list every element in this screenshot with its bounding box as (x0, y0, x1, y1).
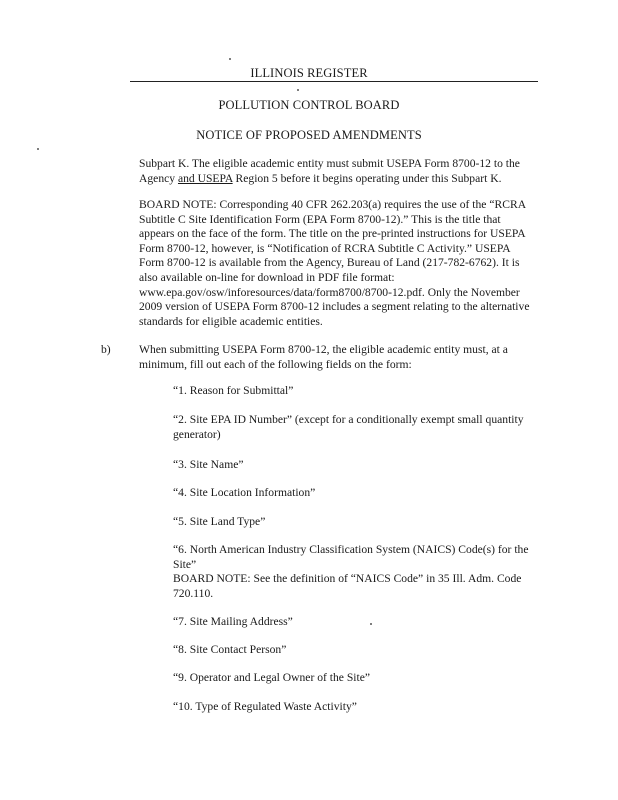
field-item: “1. Reason for Submittal” (173, 384, 294, 397)
field-item: “2. Site EPA ID Number” (except for a conditionally exempt small quantity generator) (173, 413, 524, 441)
register-title: ILLINOIS REGISTER (250, 66, 368, 80)
field-item: “10. Type of Regulated Waste Activity” (173, 700, 357, 713)
naics-board-note: BOARD NOTE: See the definition of “NAICS Code” in 35 Ill. Adm. Code 720.110. (173, 572, 522, 600)
subpart-k-paragraph (139, 157, 535, 186)
scan-speck (37, 148, 39, 150)
subsection-b-text: When submitting USEPA Form 8700-12, the eligible academic entity must, at a minimum, fill out each of the following fields on the form: (139, 343, 508, 371)
scan-speck (229, 58, 231, 60)
scan-speck (297, 89, 299, 91)
paragraph1-text-a: Subpart K. The eligible academic entity must submit USEPA Form 8700-12 to the Agency (139, 157, 520, 185)
notice-title: NOTICE OF PROPOSED AMENDMENTS (196, 128, 422, 142)
field-item: “3. Site Name” (173, 458, 244, 471)
field-item: “8. Site Contact Person” (173, 643, 287, 656)
board-note-paragraph: BOARD NOTE: Corresponding 40 CFR 262.203(a) requires the use of the “RCRA Subtitle C Site Identification Form (EPA Form 8700-12).” This is the title that appears on the face of the form. The title on the pre-printed instructions for USEPA Form 8700-12, however, is “Notification of RCRA Subtitle C Activity.” USEPA Form 8700-12 is available from the Agency, Bureau of Land (217-782-6762). It is also available on-line for download in PDF file format: www.epa.gov/osw/inforesources/data/form8700/8700-12.pdf. Only the November 2009 version of USEPA Form 8700-12 includes a segment relating to the alternative standards for eligible academic entities. (139, 198, 530, 328)
subsection-label: b) (101, 343, 111, 356)
field-item-text: “6. North American Industry Classification System (NAICS) Code(s) for the Site” (173, 543, 529, 571)
field-item: “9. Operator and Legal Owner of the Site” (173, 671, 371, 684)
paragraph1-insertion: and USEPA (177, 171, 233, 185)
scan-speck (370, 623, 372, 625)
field-item-naics (173, 543, 533, 601)
field-item: “4. Site Location Information” (173, 486, 316, 499)
board-title: POLLUTION CONTROL BOARD (218, 98, 400, 112)
field-item: “7. Site Mailing Address” (173, 615, 293, 628)
header-divider (130, 81, 538, 82)
field-item: “5. Site Land Type” (173, 515, 266, 528)
paragraph1-text-b: Region 5 before it begins operating under this Subpart K. (232, 171, 502, 185)
